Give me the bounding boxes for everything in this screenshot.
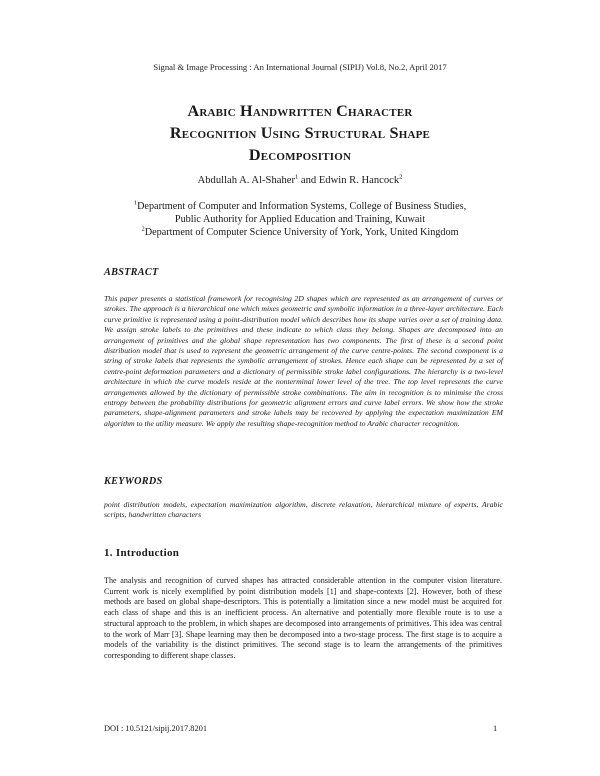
author-name: Abdullah A. Al-Shaher [197, 175, 295, 186]
affiliation-line: Public Authority for Applied Education and Training, Kuwait [174, 214, 426, 225]
keywords-heading: KEYWORDS [104, 476, 163, 487]
affiliation-marker: 2 [399, 173, 403, 181]
affiliation-line: $^2$Department of Computer Science University of York, York, United Kingdom [141, 225, 459, 238]
journal-header: Signal & Image Processing : An International Journal (SIPIJ) Vol.8, No.2, April 2017 [153, 62, 447, 72]
page-number: 1 [493, 724, 498, 733]
affiliation-line: $^1$Department of Computer and Information Systems, College of Business Studies, [133, 199, 467, 212]
introduction-text: The analysis and recognition of curved shapes has attracted considerable attention in the computer vision literature. Current work is nicely exemplified by point distribution models [1] and shape-contexts [2]. However, both of these methods are based on global shape-descriptors. This is potentially a limitation since a new model must be acquired for each class of shape and this is an inefficient process. An alternative and potentially more flexible route is to use a structural approach to the problem, in which shapes are decomposed into arrangements of primitives. This idea was central to the work of Marr [3]. Shape learning may then be decomposed into a two-stage process. The first stage is to acquire a models of the variability is the distinct primitives. The second stage is to learn the arrangements of the primitives corresponding to different shape classes. [104, 576, 502, 660]
author-list [0, 175, 600, 186]
keywords-text: point distribution models, expectation maximization algorithm, discrete relaxation, hierarchical mixture of experts, Arabic scripts, handwritten characters [104, 500, 503, 520]
title-line-3: Decomposition [248, 146, 352, 164]
author-conjunction: and [298, 175, 319, 186]
title-line-1: Arabic Handwritten Character [187, 102, 413, 120]
doi-footer: DOI : 10.5121/sipij.2017.8201 [104, 724, 208, 733]
introduction-heading: 1. Introduction [104, 547, 180, 559]
affiliations [60, 200, 540, 239]
affiliation-marker: 1 [133, 199, 138, 207]
affiliation-marker: 1 [294, 173, 299, 181]
abstract-heading: ABSTRACT [104, 267, 159, 278]
title-line-2: Recognition Using Structural Shape [169, 124, 431, 142]
paper-title [60, 100, 540, 166]
author-name: Edwin R. Hancock [318, 175, 400, 186]
abstract-text: This paper presents a statistical framework for recognising 2D shapes which are represented as an arrangement of curves or strokes. The approach is a hierarchical one which mixes geometric and symbolic information in a three-layer architecture. Each curve primitive is represented using a point-distribution model which describes how its shape varies over a set of training data. We assign stroke labels to the primitives and these indicate to which class they belong. Shapes are decomposed into an arrangement of primitives and the global shape representation has two components. The first of these is a second point distribution model that is used to represent the geometric arrangement of the curve centre-points. The second component is a string of stroke labels that represents the symbolic arrangement of strokes. Hence each shape can be represented by a set of centre-point deformation parameters and a dictionary of permissible stroke label configurations. The hierarchy is a two-level architecture in which the curve models reside at the nonterminal lower level of the tree. The top level represents the curve arrangements allowed by the dictionary of permissible stroke combinations. The aim in recognition is to minimise the cross entropy between the probability distributions for geometric alignment errors and curve label errors. We show how the stroke parameters, shape-alignment parameters and stroke labels may be recovered by applying the expectation maximization EM algorithm to the utility measure. We apply the resulting shape-recognition method to Arabic character recognition. [104, 294, 503, 428]
affiliation-marker: 2 [141, 225, 145, 233]
